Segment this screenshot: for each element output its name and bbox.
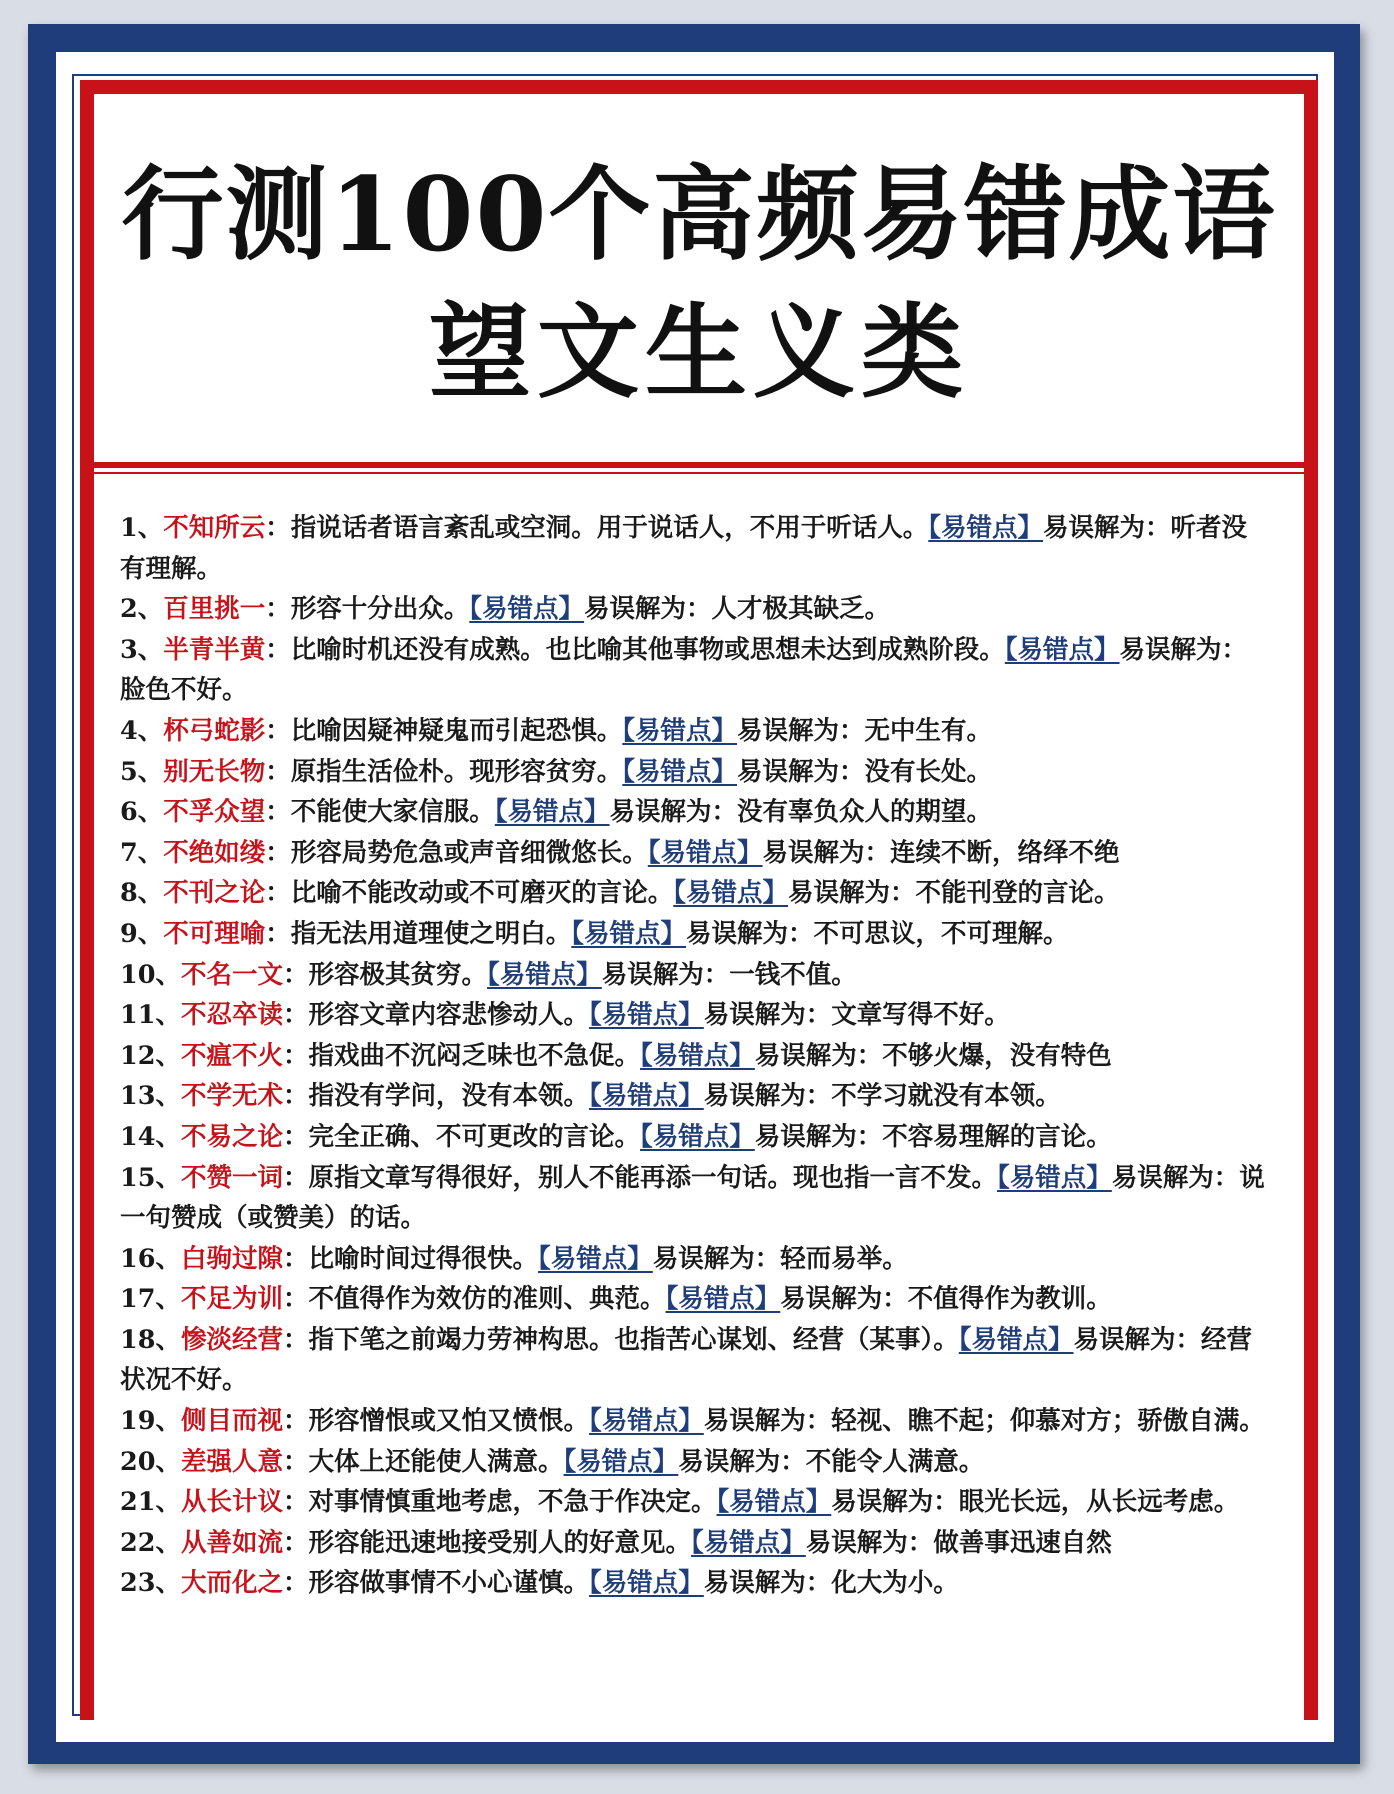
entry-number: 16、 [120,1243,181,1274]
misreading-text: 易误解为：不值得作为教训。 [780,1284,1112,1315]
misreading-text: 易误解为：不能令人满意。 [678,1446,985,1477]
idiom-meaning: ：指没有学问，没有本领。 [283,1081,590,1112]
error-point-link[interactable]: 【易错点】 [622,715,738,746]
misreading-text: 易误解为：一钱不值。 [601,959,857,990]
idiom-term: 不孚众望 [163,797,266,828]
error-point-link[interactable]: 【易错点】 [622,756,738,787]
idiom-meaning: ：比喻时间过得很快。 [283,1243,539,1274]
error-point-link[interactable]: 【易错点】 [640,1040,755,1071]
error-point-link[interactable]: 【易错点】 [469,594,585,625]
list-item [120,792,1270,833]
idiom-meaning: ：不值得作为效仿的准则、典范。 [283,1284,666,1315]
list-item [120,1320,1270,1401]
list-item [120,1036,1270,1077]
entry-number: 5、 [120,756,164,787]
error-point-link[interactable]: 【易错点】 [673,878,789,909]
list-item [120,630,1270,711]
entry-number: 22、 [120,1527,181,1558]
list-item [120,955,1270,996]
entry-number: 18、 [120,1324,181,1355]
idiom-term: 差强人意 [181,1446,284,1477]
idiom-term: 不瘟不火 [181,1040,284,1071]
entry-number: 14、 [120,1121,181,1152]
entry-number: 1、 [120,513,164,543]
list-item [120,752,1270,793]
idiom-term: 不赞一词 [181,1162,284,1193]
misreading-text: 易误解为：不可思议，不可理解。 [686,918,1069,949]
idiom-term: 杯弓蛇影 [163,715,266,746]
misreading-text: 易误解为：不能刊登的言论。 [788,878,1120,909]
idiom-meaning: ：不能使大家信服。 [265,797,495,828]
error-point-link[interactable]: 【易错点】 [1004,634,1120,665]
error-point-link[interactable]: 【易错点】 [665,1284,781,1315]
misreading-text: 易误解为：不够火爆，没有特色 [754,1040,1112,1071]
list-item [120,589,1270,630]
misreading-text: 易误解为：连续不断，络绎不绝 [762,837,1120,868]
divider-thin [94,472,1304,474]
misreading-text: 易误解为：听者没有理解。 [120,513,1248,584]
title-area [94,94,1304,454]
error-point-link[interactable]: 【易错点】 [571,918,687,949]
idiom-term: 不刊之论 [163,878,266,909]
idiom-meaning: ：原指生活俭朴。现形容贫穷。 [265,756,623,787]
misreading-text: 易误解为：经营状况不好。 [120,1324,1253,1396]
idiom-meaning: ：形容局势危急或声音细微悠长。 [265,837,648,868]
list-item [120,873,1270,914]
error-point-link[interactable]: 【易错点】 [716,1487,832,1518]
idiom-term: 惨淡经营 [181,1324,284,1355]
idiom-term: 侧目而视 [181,1406,284,1437]
list-item [120,1523,1270,1564]
idiom-term: 从长计议 [181,1487,284,1518]
divider-thick [94,462,1304,468]
misreading-text: 易误解为：不容易理解的言论。 [754,1121,1112,1152]
misreading-text: 易误解为：没有辜负众人的期望。 [609,797,993,828]
misreading-text: 易误解为：说一句赞成（或赞美）的话。 [120,1162,1265,1234]
error-point-link[interactable]: 【易错点】 [563,1446,679,1477]
idiom-meaning: ：大体上还能使人满意。 [283,1446,564,1477]
idiom-meaning: ：形容做事情不小心谨慎。 [283,1568,590,1599]
idiom-term: 不知所云 [163,513,266,543]
error-point-link[interactable]: 【易错点】 [589,1406,704,1437]
entry-number: 9、 [120,918,164,949]
list-item [120,1482,1270,1523]
idiom-meaning: ：比喻因疑神疑鬼而引起恐惧。 [265,715,623,746]
entry-number: 17、 [120,1284,181,1315]
misreading-text: 易误解为：眼光长远，从长远考虑。 [831,1487,1240,1518]
idiom-term: 不可理喻 [163,918,266,949]
idiom-meaning: ：比喻不能改动或不可磨灭的言论。 [265,878,674,909]
error-point-link[interactable]: 【易错点】 [647,837,763,868]
list-item [120,833,1270,874]
idiom-list [120,508,1270,1604]
entry-number: 10、 [120,959,181,990]
idiom-term: 不学无术 [181,1081,284,1112]
idiom-term: 不名一文 [181,959,284,990]
error-point-link[interactable]: 【易错点】 [691,1527,806,1558]
idiom-meaning: ：指说话者语言紊乱或空洞。用于说话人，不用于听话人。 [265,513,929,543]
error-point-link[interactable]: 【易错点】 [997,1162,1112,1193]
idiom-meaning: ：形容十分出众。 [265,594,470,625]
idiom-term: 别无长物 [163,756,266,787]
misreading-text: 易误解为：文章写得不好。 [703,1000,1010,1031]
entry-number: 20、 [120,1446,181,1477]
error-point-link[interactable]: 【易错点】 [494,797,610,828]
idiom-meaning: ：形容能迅速地接受别人的好意见。 [283,1527,692,1558]
list-item [120,914,1270,955]
entry-number: 8、 [120,878,164,909]
error-point-link[interactable]: 【易错点】 [589,1000,704,1031]
entry-number: 12、 [120,1040,181,1071]
idiom-term: 不忍卒读 [181,1000,284,1031]
misreading-text: 易误解为：无中生有。 [737,715,993,746]
document-page [80,80,1318,1720]
error-point-link[interactable]: 【易错点】 [538,1243,653,1274]
idiom-meaning: ：形容极其贫穷。 [283,959,488,990]
misreading-text: 易误解为：人才极其缺乏。 [584,594,891,625]
entry-number: 4、 [120,715,164,746]
idiom-meaning: ：指戏曲不沉闷乏味也不急促。 [283,1040,641,1071]
entry-number: 19、 [120,1406,181,1437]
page-title: 行测100个高频易错成语 [121,155,1277,275]
idiom-term: 白驹过隙 [181,1243,284,1274]
misreading-text: 易误解为：轻视、瞧不起；仰慕对方；骄傲自满。 [703,1406,1265,1437]
error-point-link[interactable]: 【易错点】 [928,513,1044,543]
list-item [120,995,1270,1036]
list-item [120,711,1270,752]
misreading-text: 易误解为：没有长处。 [737,756,993,787]
idiom-term: 大而化之 [181,1568,284,1599]
entry-number: 11、 [120,1000,181,1031]
entry-number: 13、 [120,1081,181,1112]
entry-number: 15、 [120,1162,181,1193]
misreading-text: 易误解为：脸色不好。 [120,634,1248,706]
entry-number: 23、 [120,1568,181,1599]
error-point-link[interactable]: 【易错点】 [958,1324,1074,1355]
error-point-link[interactable]: 【易错点】 [589,1081,704,1112]
idiom-meaning: ：形容文章内容悲惨动人。 [283,1000,590,1031]
idiom-term: 不易之论 [181,1121,284,1152]
list-item [120,1239,1270,1280]
idiom-meaning: ：比喻时机还没有成熟。也比喻其他事物或思想未达到成熟阶段。 [265,634,1005,665]
list-item [120,1442,1270,1483]
list-item [120,1117,1270,1158]
list-item [120,1279,1270,1320]
page-subtitle: 望文生义类 [429,293,969,413]
entry-number: 3、 [120,634,164,665]
idiom-term: 不绝如缕 [163,837,266,868]
idiom-term: 百里挑一 [163,594,266,625]
list-item [120,1076,1270,1117]
idiom-term: 从善如流 [181,1527,284,1558]
list-item [120,1563,1270,1604]
error-point-link[interactable]: 【易错点】 [487,959,602,990]
list-item [120,1158,1270,1239]
entry-number: 21、 [120,1487,181,1518]
entry-number: 2、 [120,594,164,625]
idiom-meaning: ：指下笔之前竭力劳神构思。也指苦心谋划、经营（某事）。 [283,1324,959,1355]
idiom-meaning: ：原指文章写得很好，别人不能再添一句话。现也指一言不发。 [283,1162,998,1193]
misreading-text: 易误解为：不学习就没有本领。 [703,1081,1061,1112]
list-item [120,1401,1270,1442]
error-point-link[interactable]: 【易错点】 [589,1568,704,1599]
list-item [120,508,1270,589]
idiom-term: 不足为训 [181,1284,284,1315]
idiom-meaning: ：指无法用道理使之明白。 [265,918,572,949]
idiom-meaning: ：对事情慎重地考虑，不急于作决定。 [283,1487,717,1518]
error-point-link[interactable]: 【易错点】 [640,1121,755,1152]
misreading-text: 易误解为：化大为小。 [703,1568,959,1599]
idiom-meaning: ：形容憎恨或又怕又愤恨。 [283,1406,590,1437]
misreading-text: 易误解为：做善事迅速自然 [805,1527,1112,1558]
entry-number: 7、 [120,837,164,868]
idiom-term: 半青半黄 [163,634,266,665]
misreading-text: 易误解为：轻而易举。 [652,1243,908,1274]
entry-number: 6、 [120,797,164,828]
idiom-meaning: ：完全正确、不可更改的言论。 [283,1121,641,1152]
